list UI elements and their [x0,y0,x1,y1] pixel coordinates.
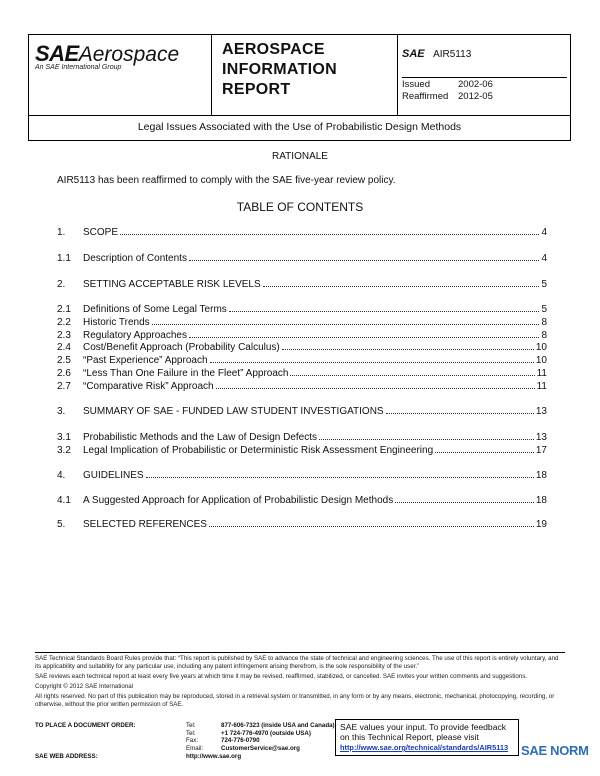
footer-rights: All rights reserved. No part of this publication may be reproduced, stored in a retrieval system or transmitted, in any form or by any means, electronic, mechanical, photocopying, recording, or otherwise, without the prior written permission of SAE. [35,693,555,708]
issued-row [402,79,493,90]
toc-entry[interactable] [57,432,547,443]
toc-label: Historic Trends [83,317,150,328]
doc-id-block [402,44,471,62]
feedback-line2: on this Technical Report, please visit [340,732,479,742]
toc-entry[interactable] [57,227,547,238]
toc-page: 10 [535,342,547,353]
toc-label: “Past Experience” Approach [83,355,208,366]
toc-page: 5 [541,279,547,290]
web-value[interactable]: http://www.sae.org [186,753,242,761]
toc-num: 3.1 [57,432,71,443]
toc-leader [216,388,535,389]
logo-subtitle: An SAE International Group [35,64,122,71]
toc-num: 2.7 [57,381,71,392]
toc-leader [189,260,539,261]
toc-num: 2.1 [57,304,71,315]
toc-label: Legal Implication of Probabilistic or Deterministic Risk Assessment Engineering [83,445,434,456]
tel1-label: Tel: [186,722,196,729]
toc-page: 11 [536,368,547,379]
toc-num: 2.3 [57,330,71,341]
rationale-heading: RATIONALE [272,151,328,162]
footer-review: SAE reviews each technical report at least every five years at which time it may be revised, reaffirmed, stabilized, or cancelled. SAE invites your written comments and suggestions. [35,673,528,680]
toc-label: GUIDELINES [83,470,144,481]
toc-page: 4 [541,253,547,264]
toc-entry[interactable] [57,342,547,353]
reaffirmed-row [402,91,493,102]
watermark: SAE NORM [521,743,589,758]
fax-value: 724-776-0790 [221,737,260,745]
order-label: TO PLACE A DOCUMENT ORDER: [35,722,136,729]
toc-leader [229,311,540,312]
order-info [35,722,335,761]
toc-page: 18 [535,470,547,481]
toc-label: Cost/Benefit Approach (Probability Calculus) [83,342,280,353]
toc-entry[interactable] [57,519,547,530]
report-type-line3: REPORT [222,81,291,98]
toc-entry[interactable] [57,304,547,315]
toc-entry[interactable] [57,279,547,290]
toc-leader [395,502,534,503]
toc-entry[interactable] [57,495,547,506]
toc-label: Definitions of Some Legal Terms [83,304,227,315]
toc-entry[interactable] [57,381,547,392]
issued-value: 2002-06 [458,79,493,90]
footer-legal-text [35,655,565,709]
toc-page: 19 [535,519,547,530]
footer-rule [35,652,565,653]
toc-entry[interactable] [57,355,547,366]
toc-label: A Suggested Approach for Application of Probabilistic Design Methods [83,495,394,506]
date-divider [402,77,567,78]
footer-copyright: Copyright © 2012 SAE International [35,683,134,690]
toc-label: Regulatory Approaches [83,330,187,341]
issued-label: Issued [402,79,430,90]
feedback-link[interactable]: http://www.sae.org/technical/standards/AIR5113 [340,743,509,752]
toc-leader [209,526,534,527]
report-type-line2: INFORMATION [222,61,337,78]
feedback-box [335,719,519,756]
toc-num: 3.2 [57,445,71,456]
toc-leader [435,452,534,453]
feedback-line1: SAE values your input. To provide feedback [340,722,507,732]
toc-leader [319,439,534,440]
toc-num: 4. [57,470,66,481]
toc-page: 4 [541,227,547,238]
toc-entry[interactable] [57,368,547,379]
sae-mark: SAE [402,48,425,60]
toc-leader [146,477,534,478]
toc-page: 13 [535,406,547,417]
toc-page: 17 [535,445,547,456]
report-type-line1: AEROSPACE [222,41,325,58]
toc-num: 1. [57,227,66,238]
toc-label: “Comparative Risk” Approach [83,381,214,392]
fax-label: Fax: [186,737,199,745]
toc-entry[interactable] [57,330,547,341]
toc-num: 2. [57,279,66,290]
toc-num: 3. [57,406,66,417]
logo-sae-text: SAE [35,41,79,66]
rationale-text: AIR5113 has been reaffirmed to comply with the SAE five-year review policy. [57,175,396,186]
toc-leader [290,375,534,376]
footer-rules: SAE Technical Standards Board Rules provide that: “This report is published by SAE to advance the state of technical and engineering sciences. The use of this report is entirely voluntary, and its applicability and suitability for any particular use, including any patent infringement arising therefrom, is the sole responsibility of the user.” [35,655,559,670]
toc-leader [152,324,540,325]
toc-entry[interactable] [57,406,547,417]
header-box [28,34,571,116]
web-label: SAE WEB ADDRESS: [35,753,98,761]
toc-leader [263,286,540,287]
toc-num: 5. [57,519,66,530]
doc-number: AIR5113 [433,49,472,60]
tel2-label: Tel: [186,729,196,737]
tel2-value: +1 724-776-4970 (outside USA) [221,729,311,737]
toc-entry[interactable] [57,445,547,456]
report-type [222,40,337,100]
toc-page: 8 [541,317,547,328]
sae-aerospace-logo [35,41,179,71]
toc-leader [189,337,539,338]
toc-num: 2.2 [57,317,71,328]
header-divider-left [211,35,212,115]
header-divider-right [397,35,398,115]
toc-label: Probabilistic Methods and the Law of Design Defects [83,432,318,443]
email-value[interactable]: CustomerService@sae.org [221,744,300,752]
toc-page: 13 [535,432,547,443]
toc-num: 2.5 [57,355,71,366]
toc-page: 11 [536,381,547,392]
toc-label: SELECTED REFERENCES [83,519,207,530]
toc-num: 1.1 [57,253,71,264]
toc-entry[interactable] [57,317,547,328]
toc-label: “Less Than One Failure in the Fleet” Approach [83,368,289,379]
toc-page: 5 [541,304,547,315]
reaffirmed-label: Reaffirmed [402,91,449,102]
toc-entry[interactable] [57,470,547,481]
toc-leader [210,362,534,363]
reaffirmed-value: 2012-05 [458,91,493,102]
toc-heading: TABLE OF CONTENTS [236,200,364,214]
toc-page: 18 [535,495,547,506]
logo-aerospace-text: Aerospace [78,43,180,66]
document-title: Legal Issues Associated with the Use of Probabilistic Design Methods [28,115,571,141]
tel1-value: 877-606-7323 (inside USA and Canada) [221,722,335,729]
toc-num: 2.4 [57,342,71,353]
toc-num: 4.1 [57,495,71,506]
toc-leader [282,349,534,350]
toc-page: 10 [535,355,547,366]
toc-label: SETTING ACCEPTABLE RISK LEVELS [83,279,261,290]
toc-leader [386,413,534,414]
toc-label: SCOPE [83,227,119,238]
toc-label: Description of Contents [83,253,187,264]
toc-num: 2.6 [57,368,71,379]
toc-page: 8 [541,330,547,341]
toc-entry[interactable] [57,253,547,264]
toc-label: SUMMARY OF SAE - FUNDED LAW STUDENT INVESTIGATIONS [83,406,384,417]
toc-leader [120,234,539,235]
email-label: Email: [186,744,204,752]
